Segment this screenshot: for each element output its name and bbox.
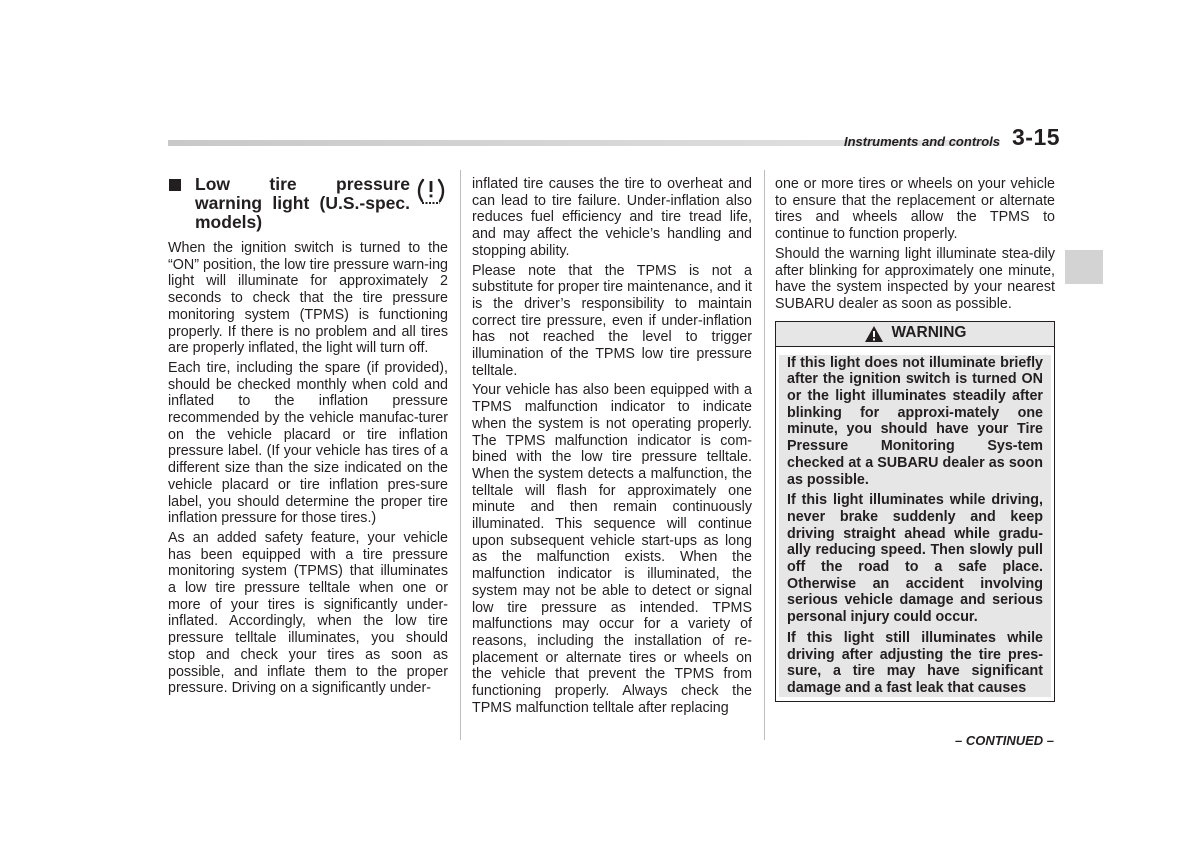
section-label: Instruments and controls [843, 134, 1000, 149]
paragraph: As an added safety feature, your vehicle has been equipped with a tire pressure monitoring system (TPMS) that illuminates a low tire pressure telltale when one or more of your tires is significantly under-inflated. Accordingly, when the low tire pressure telltale illuminates, you should stop and check your tires as soon as possible, and inflate them to the proper pressure. Driving on a significantly under- [168, 529, 448, 697]
warning-triangle-icon [864, 325, 884, 343]
section-heading [168, 175, 410, 232]
thumb-index-tab [1065, 250, 1103, 284]
warning-paragraph: If this light still illuminates while driving after adjusting the tire pres-sure, a tire may have significant damage and a fast leak that causes [787, 629, 1043, 696]
warning-body [779, 355, 1051, 697]
column-2 [472, 176, 752, 720]
continued-label: – CONTINUED – [955, 733, 1054, 748]
column-3 [775, 176, 1055, 702]
column-divider [460, 170, 461, 740]
paragraph: Each tire, including the spare (if provided), should be checked monthly when cold and inflated to the inflation pressure recommended by the vehicle manufac-turer on the vehicle placard or tire inflation pressure label. (If your vehicle has tires of a different size than the size indicated on the vehicle placard or tire inflation pres-sure label, you should determine the proper tire inflation pressure for those tires.) [168, 359, 448, 527]
warning-paragraph: If this light illuminates while driving, never brake suddenly and keep driving straight ahead while gradu-ally reducing speed. Then slowly pull off the road to a safe place. Otherwise an accident involving serious vehicle damage and serious personal injury could occur. [787, 492, 1043, 626]
heading-text: Low tire pressure warning light (U.S.-spec. models) [195, 174, 410, 232]
warning-title-bar [776, 322, 1054, 347]
warning-title: WARNING [891, 324, 967, 342]
paragraph: Should the warning light illuminate stea-dily after blinking for approximately one minute, have the system inspected by your nearest SUBARU dealer as soon as possible. [775, 245, 1055, 312]
paragraph: Your vehicle has also been equipped with a TPMS malfunction indicator to indicate when the system is not operating properly. The TPMS malfunction indicator is com-bined with the low tire pressure telltale. When the system detects a malfunction, the telltale will flash for approximately one minute and then remain continuously illuminated. This sequence will continue upon subsequent vehicle start-ups as long as the malfunction exists. When the malfunction indicator is illuminated, the system may not be able to detect or signal low tire pressure as intended. TPMS malfunctions may occur for a variety of reasons, including the installation of re-placement or alternate tires or wheels on the vehicle that prevent the TPMS from functioning properly. Always check the TPMS malfunction telltale after replacing [472, 382, 752, 716]
paragraph: inflated tire causes the tire to overheat and can lead to tire failure. Under-inflation also reduces fuel efficiency and tire tread life, and may affect the vehicle’s handling and stopping ability. [472, 176, 752, 259]
square-bullet-icon [169, 179, 181, 191]
paragraph: When the ignition switch is turned to the “ON” position, the low tire pressure warn-ing light will illuminate for approximately 2 seconds to check that the tire pressure monitoring system (TPMS) is functioning properly. If there is no problem and all tires are properly inflated, the light will turn off. [168, 240, 448, 357]
page-number: 3-15 [1012, 124, 1061, 150]
paragraph: Please note that the TPMS is not a substitute for proper tire maintenance, and it is the driver’s responsibility to maintain correct tire pressure, even if under-inflation has not reached the level to trigger illumination of the TPMS low tire pressure telltale. [472, 262, 752, 379]
warning-paragraph: If this light does not illuminate briefly after the ignition switch is turned ON or the light illuminates steadily after blinking for approxi-mately one minute, you should have your Tire Pressure Monitoring Sys-tem checked at a SUBARU dealer as soon as possible. [787, 354, 1043, 488]
paragraph: one or more tires or wheels on your vehicle to ensure that the replacement or alternate tires and wheels allow the TPMS to continue to function properly. [775, 176, 1055, 243]
column-1 [168, 175, 448, 700]
column-divider [764, 170, 765, 740]
warning-box [775, 321, 1055, 702]
